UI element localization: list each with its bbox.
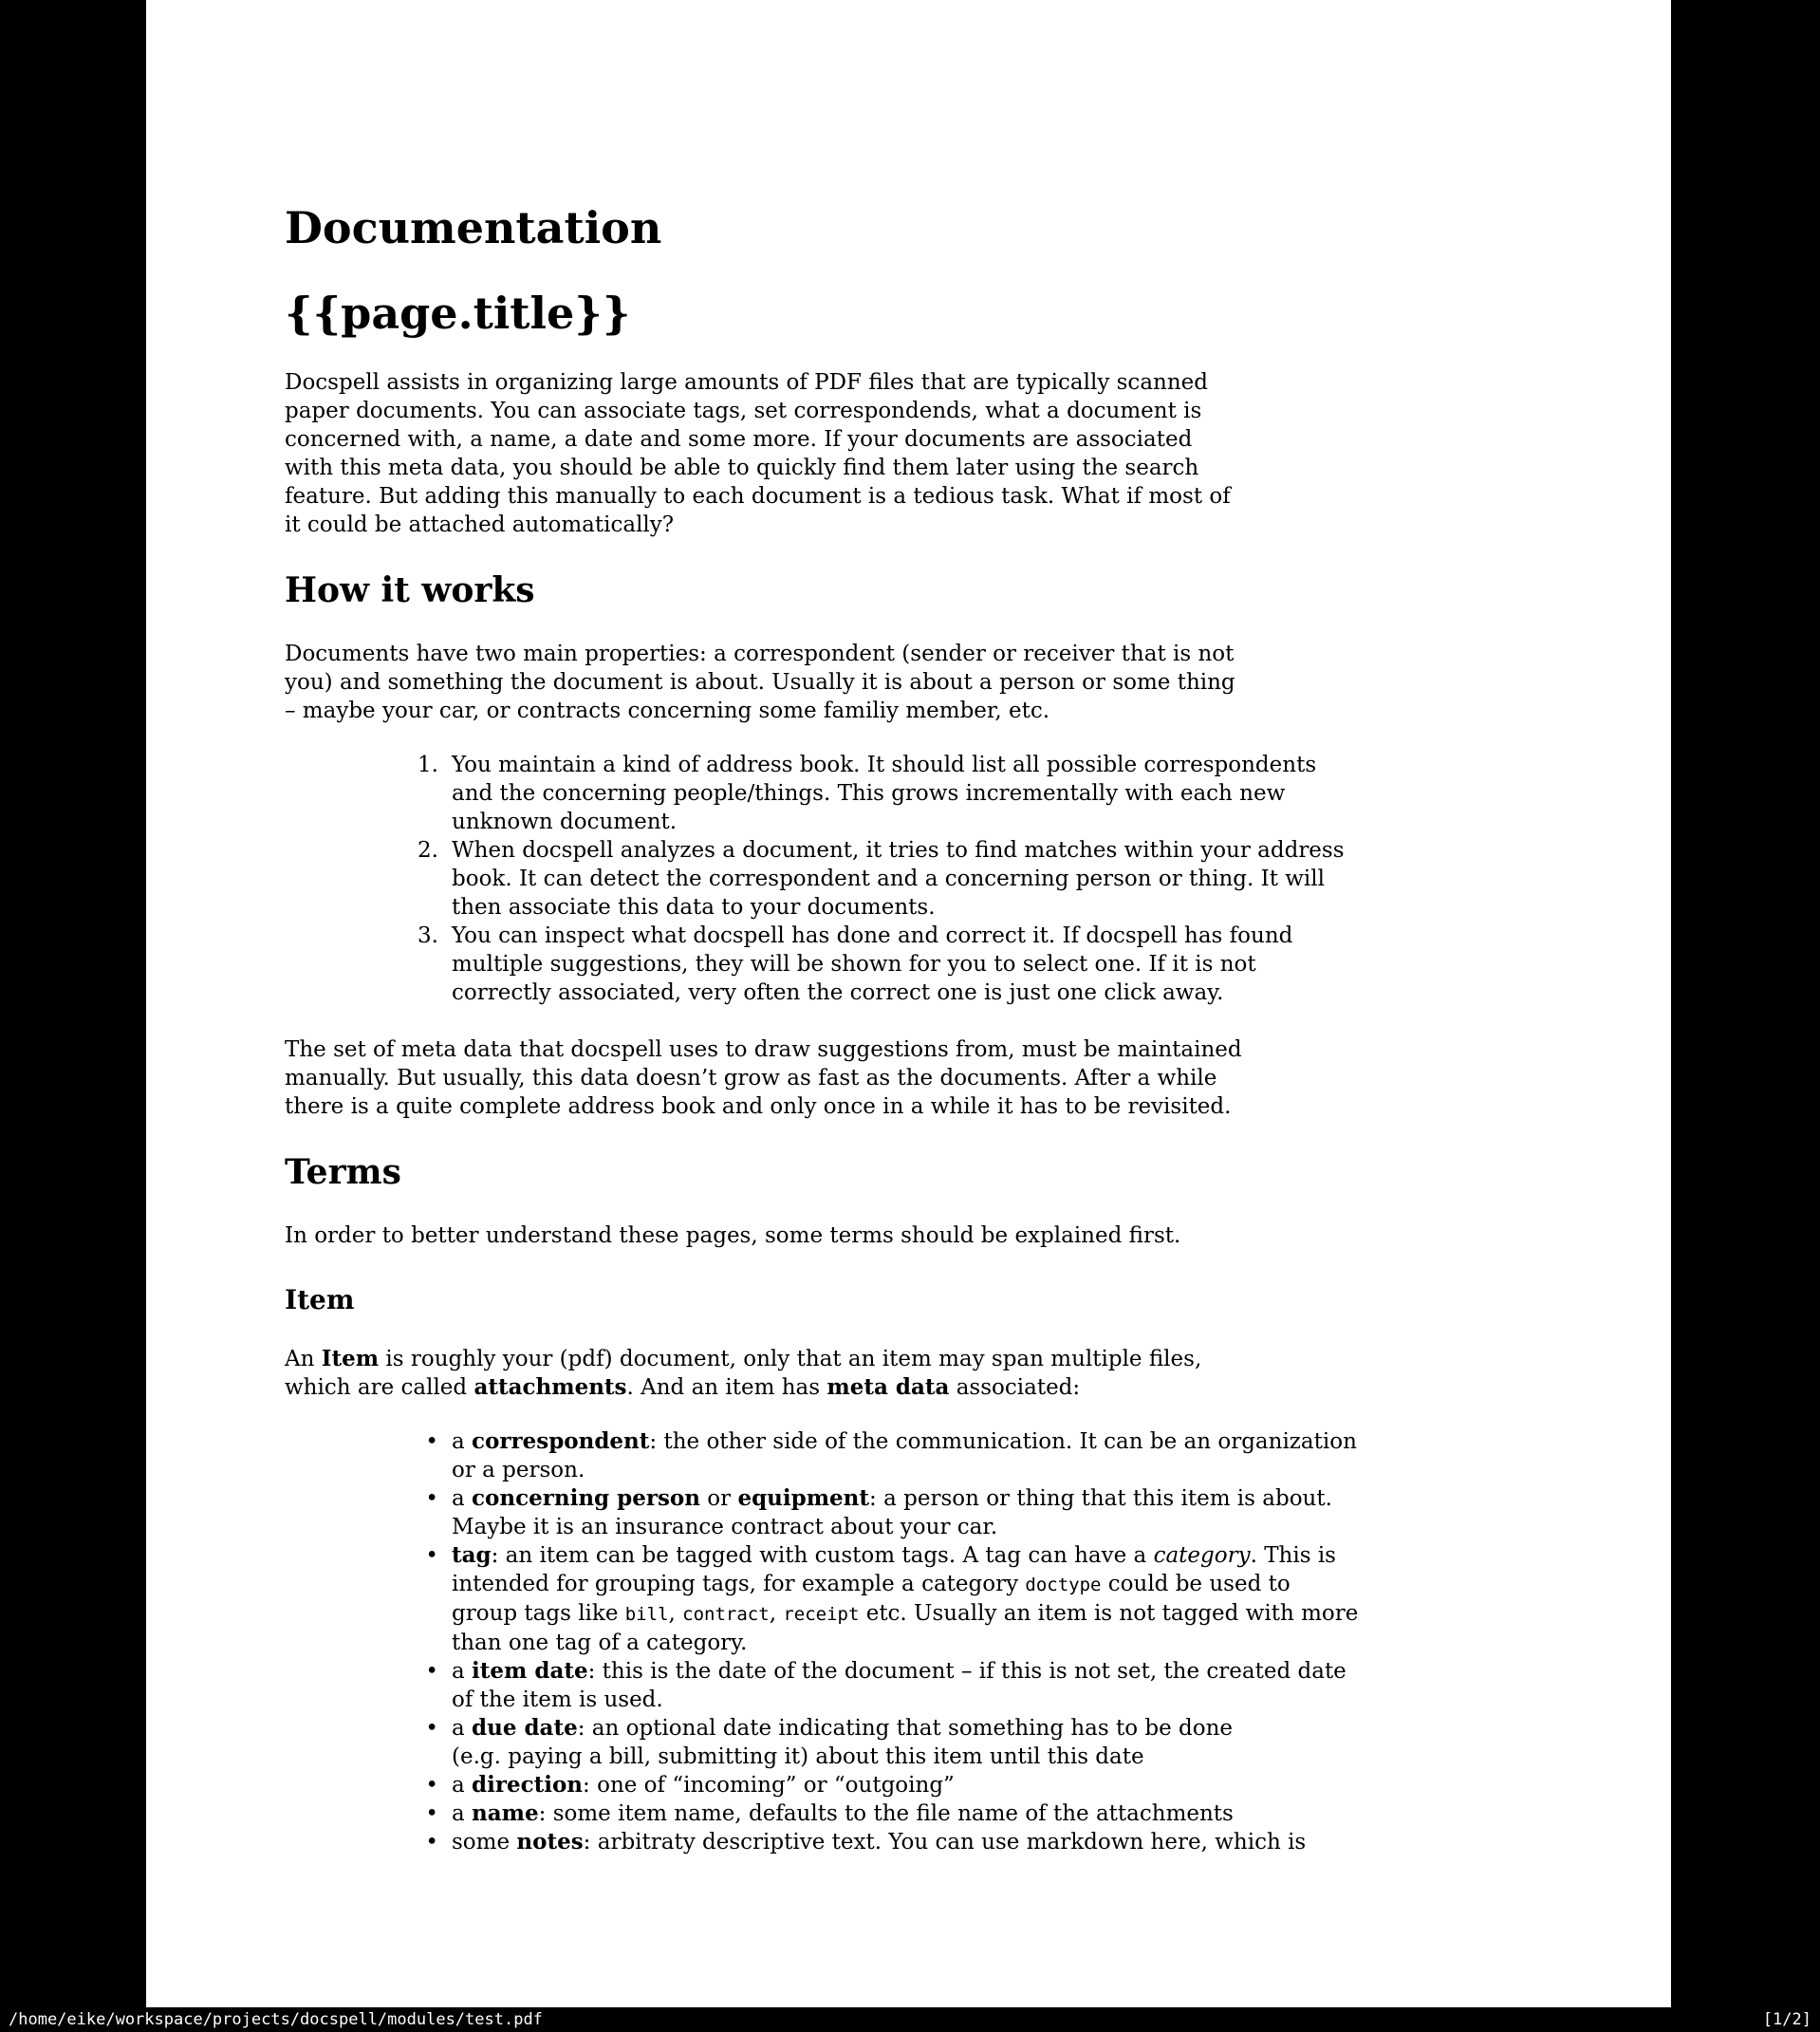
text-run: . This is (1250, 1543, 1336, 1568)
text-line (452, 1484, 1414, 1513)
list-marker: • (425, 1801, 438, 1826)
text-line (285, 482, 1414, 511)
text-line (285, 511, 1414, 539)
text-run: : an item can be tagged with custom tags. A tag can have a (491, 1543, 1154, 1568)
text-run: : arbitraty descriptive text. You can use markdown here, which is (583, 1830, 1307, 1855)
text-run: is roughly your (pdf) document, only that an item may span multiple files, (379, 1347, 1202, 1371)
list-item-lines (438, 1714, 1414, 1771)
text-run: : some item name, defaults to the file name of the attachments (538, 1801, 1234, 1826)
text-run: concerned with, a name, a date and some more. If your documents are associated (285, 427, 1193, 452)
page-indicator: [1/2] (1762, 2010, 1811, 2029)
text-run: receipt (783, 1604, 860, 1625)
doc-heading-h2: Terms (285, 1152, 401, 1192)
text-run: Docspell assists in organizing large amounts of PDF files that are typically scanned (285, 370, 1208, 395)
text-line (285, 397, 1414, 425)
text-line (452, 950, 1414, 979)
text-run: tag (452, 1542, 492, 1568)
list-marker: 3. (418, 923, 438, 948)
text-line (452, 865, 1414, 893)
text-run: multiple suggestions, they will be shown for you to select one. If it is not (452, 952, 1256, 977)
list-marker: 2. (418, 838, 438, 863)
text-line (452, 1427, 1414, 1456)
text-run: than one tag of a category. (452, 1631, 748, 1655)
text-run: book. It can detect the correspondent and a concerning person or thing. It will (452, 867, 1325, 891)
list-item-lines (438, 1427, 1414, 1484)
list-item (285, 1427, 1414, 1484)
text-line (452, 751, 1414, 779)
ordered-list (285, 751, 1414, 1007)
text-run: (e.g. paying a bill, submitting it) about this item until this date (452, 1744, 1144, 1769)
text-run: group tags like (452, 1601, 625, 1626)
document-page[interactable] (146, 0, 1671, 2007)
text-run: You maintain a kind of address book. It should list all possible correspondents (452, 753, 1317, 777)
text-run: of the item is used. (452, 1687, 663, 1712)
text-run: etc. Usually an item is not tagged with more (859, 1601, 1359, 1626)
text-run: correspondent (472, 1428, 650, 1454)
list-item (285, 751, 1414, 836)
text-run: : a person or thing that this item is about. (869, 1486, 1332, 1511)
text-run: intended for grouping tags, for example a category (452, 1572, 1026, 1596)
text-run: : this is the date of the document – if this is not set, the created date (587, 1659, 1346, 1684)
list-marker: • (425, 1716, 438, 1741)
text-run: paper documents. You can associate tags, set correspondends, what a document is (285, 399, 1202, 423)
text-line (452, 779, 1414, 808)
text-line (285, 1373, 1414, 1402)
text-run: Documents have two main properties: a correspondent (sender or receiver that is not (285, 642, 1235, 666)
text-line (285, 1064, 1414, 1092)
text-line (452, 893, 1414, 922)
text-run: and the concerning people/things. This grows incrementally with each new (452, 781, 1286, 806)
text-line (285, 368, 1414, 397)
text-line (285, 697, 1414, 725)
text-run: there is a quite complete address book and only once in a while it has to be revisited. (285, 1094, 1232, 1119)
text-run: category (1153, 1543, 1251, 1568)
text-line (452, 1513, 1414, 1541)
text-run: concerning person (472, 1485, 700, 1511)
text-run: feature. But adding this manually to each document is a tedious task. What if most of (285, 484, 1231, 509)
text-line (452, 1629, 1414, 1657)
text-line (285, 454, 1414, 482)
text-line (452, 1828, 1414, 1856)
text-run: or a person. (452, 1458, 585, 1482)
paragraph (285, 1221, 1414, 1250)
list-marker: • (425, 1429, 438, 1454)
list-marker: • (425, 1830, 438, 1855)
text-run: : an optional date indicating that something has to be done (577, 1716, 1234, 1741)
text-run: a (452, 1659, 473, 1684)
text-run: then associate this data to your documents. (452, 895, 936, 920)
text-run: unknown document. (452, 810, 678, 834)
text-run: In order to better understand these pages, some terms should be explained first. (285, 1223, 1181, 1248)
list-item (285, 1657, 1414, 1714)
text-run: contract (682, 1604, 770, 1625)
text-run: meta data (826, 1374, 950, 1400)
list-marker: • (425, 1543, 438, 1568)
text-run: it could be attached automatically? (285, 513, 675, 537)
text-line (452, 922, 1414, 950)
text-run: some (452, 1830, 517, 1855)
paragraph (285, 1035, 1414, 1121)
list-item-lines (438, 1771, 1414, 1799)
text-run: associated: (949, 1375, 1081, 1400)
list-item (285, 1799, 1414, 1828)
list-item (285, 1714, 1414, 1771)
doc-heading-h3: Item (285, 1284, 355, 1315)
list-marker: • (425, 1659, 438, 1684)
list-marker: • (425, 1773, 438, 1798)
text-run: . And an item has (626, 1375, 827, 1400)
paragraph (285, 368, 1414, 539)
file-path: /home/eike/workspace/projects/docspell/modules/test.pdf (9, 2010, 543, 2029)
text-run: Item (321, 1346, 380, 1371)
text-run: or (699, 1486, 738, 1511)
text-line (452, 1743, 1414, 1771)
list-marker: • (425, 1486, 438, 1511)
list-item-lines (438, 1799, 1414, 1828)
text-line (285, 1092, 1414, 1121)
text-run: could be used to (1101, 1572, 1291, 1596)
text-run: bill (624, 1604, 669, 1625)
list-item (285, 1828, 1414, 1856)
text-run: a (452, 1773, 473, 1798)
list-item (285, 922, 1414, 1007)
status-bar (0, 2007, 1820, 2032)
text-line (285, 425, 1414, 454)
text-line (452, 808, 1414, 836)
paragraph (285, 1345, 1414, 1402)
document-content (146, 0, 1671, 2007)
text-run: which are called (285, 1375, 474, 1400)
text-line (285, 1035, 1414, 1064)
paragraph (285, 640, 1414, 725)
text-run: a (452, 1429, 473, 1454)
list-item (285, 836, 1414, 922)
list-item-lines (438, 1484, 1414, 1541)
text-line (452, 1541, 1414, 1570)
text-run: : one of “incoming” or “outgoing” (583, 1773, 955, 1798)
text-run: correctly associated, very often the correct one is just one click away. (452, 980, 1224, 1005)
text-run: , (769, 1601, 784, 1626)
doc-heading-h1: {{page.title}} (285, 288, 631, 339)
text-run: manually. But usually, this data doesn’t grow as fast as the documents. After a while (285, 1066, 1217, 1091)
text-run: notes (516, 1829, 584, 1855)
text-run: name (472, 1800, 539, 1826)
list-item (285, 1541, 1414, 1657)
text-run: due date (472, 1715, 578, 1741)
text-run: a (452, 1486, 473, 1511)
text-line (452, 1799, 1414, 1828)
list-item-lines (438, 1828, 1414, 1856)
text-line (285, 1221, 1414, 1250)
list-item-lines (438, 1657, 1414, 1714)
list-item-lines (438, 836, 1414, 922)
text-line (452, 1599, 1414, 1629)
text-run: you) and something the document is about. Usually it is about a person or some thing (285, 670, 1235, 695)
text-run: a (452, 1801, 473, 1826)
text-line (452, 1657, 1414, 1686)
text-line (285, 668, 1414, 697)
list-item-lines (438, 1541, 1414, 1657)
text-run: An (285, 1347, 322, 1371)
text-line (452, 836, 1414, 865)
text-run: , (668, 1601, 683, 1626)
bullet-list (285, 1427, 1414, 1856)
text-line (452, 1570, 1414, 1599)
text-run: The set of meta data that docspell uses to draw suggestions from, must be maintained (285, 1037, 1242, 1062)
list-marker: 1. (418, 753, 438, 777)
text-line (285, 1345, 1414, 1373)
text-run: equipment (737, 1485, 870, 1511)
text-line (452, 1714, 1414, 1743)
text-run: direction (472, 1772, 584, 1798)
text-run: item date (472, 1658, 588, 1684)
text-run: – maybe your car, or contracts concerning some familiy member, etc. (285, 699, 1050, 723)
text-run: : the other side of the communication. It can be an organization (649, 1429, 1357, 1454)
list-item-lines (438, 922, 1414, 1007)
list-item (285, 1484, 1414, 1541)
text-run: Maybe it is an insurance contract about your car. (452, 1515, 998, 1539)
text-line (452, 1771, 1414, 1799)
text-line (285, 640, 1414, 668)
list-item (285, 1771, 1414, 1799)
text-line (452, 979, 1414, 1007)
text-run: You can inspect what docspell has done and correct it. If docspell has found (452, 923, 1293, 948)
text-run: doctype (1025, 1575, 1102, 1595)
doc-heading-h2: How it works (285, 570, 535, 610)
text-run: a (452, 1716, 473, 1741)
text-run: attachments (474, 1374, 627, 1400)
text-run: When docspell analyzes a document, it tries to find matches within your address (452, 838, 1345, 863)
text-line (452, 1456, 1414, 1484)
list-item-lines (438, 751, 1414, 836)
doc-heading-h1: Documentation (285, 202, 662, 253)
text-run: with this meta data, you should be able to quickly find them later using the search (285, 456, 1199, 480)
text-line (452, 1686, 1414, 1714)
